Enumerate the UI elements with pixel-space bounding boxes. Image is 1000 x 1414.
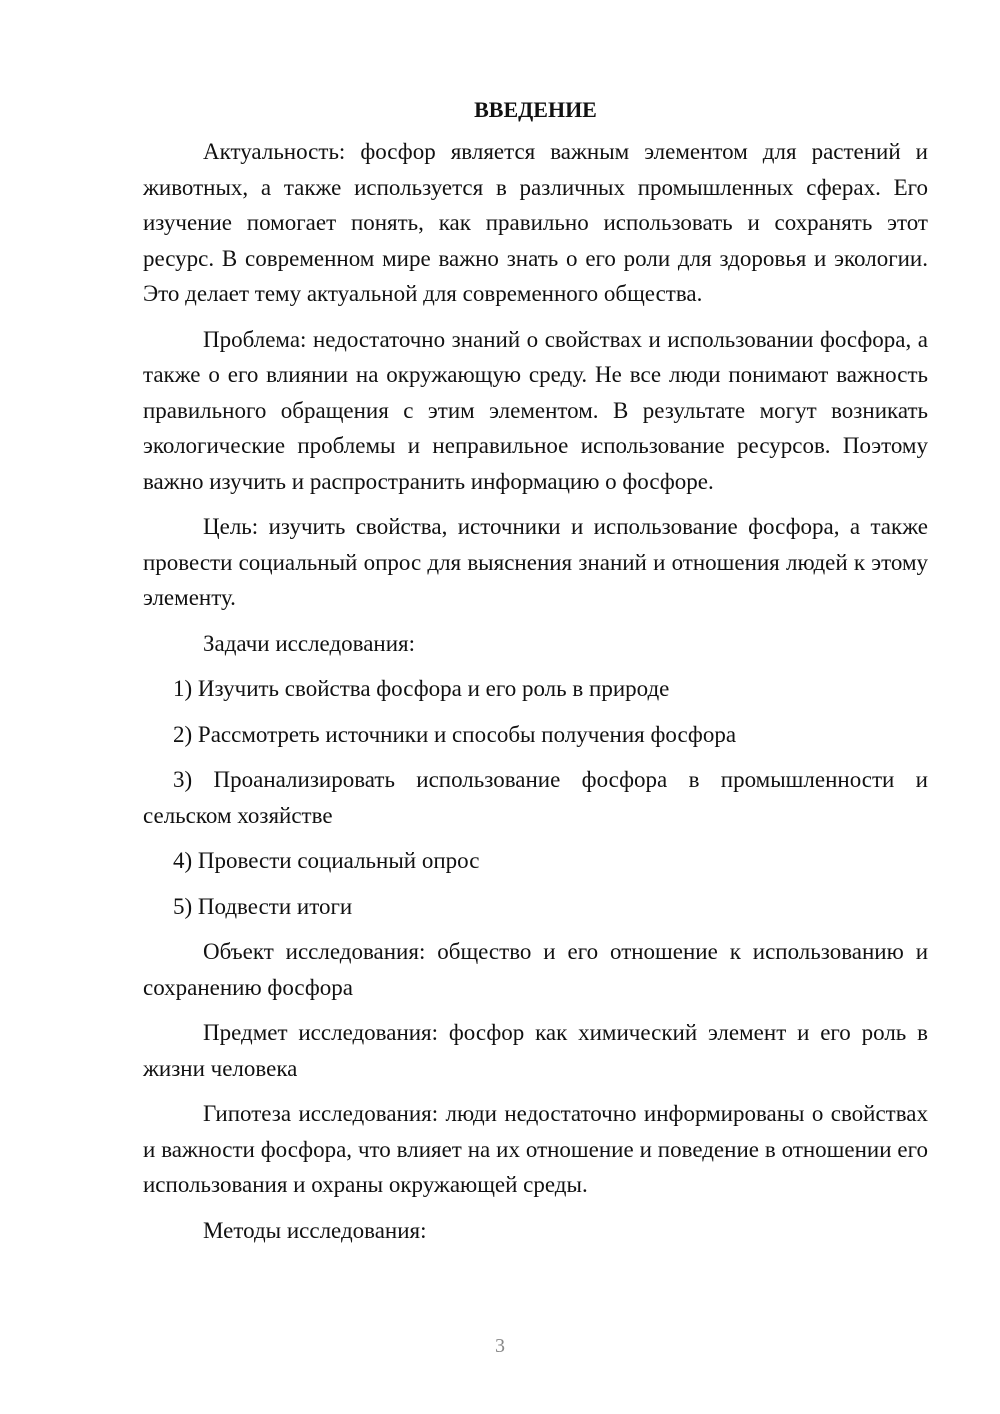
task-item-1: 1) Изучить свойства фосфора и его роль в природе [173, 676, 670, 701]
task-item-2: 2) Рассмотреть источники и способы получения фосфора [173, 721, 737, 747]
paragraph-relevance: Актуальность: фосфор является важным элементом для растений и животных, а также используется в различных промышленных сферах. Его изучение помогает понять, как правильно использовать и сохранять этот ресурс. В современном мире важно знать о его роли для здоровья и экологии. Это делает тему актуальной для современного общества. [143, 139, 928, 306]
paragraph-methods: Методы исследования: [203, 1217, 427, 1243]
task-item-3: 3) Проанализировать использование фосфора в промышленности и сельском хозяйстве [143, 767, 928, 828]
section-title: ВВЕДЕНИЕ [474, 97, 597, 122]
task-item-4: 4) Провести социальный опрос [173, 848, 480, 873]
paragraph-problem: Проблема: недостаточно знаний о свойствах и использовании фосфора, а также о его влиянии на окружающую среду. Не все люди понимают важность правильного обращения с этим элементом. В результате могут возникать экологические проблемы и неправильное использование ресурсов. Поэтому важно изучить и распространить информацию о фосфоре. [143, 326, 928, 494]
paragraph-hypothesis: Гипотеза исследования: люди недостаточно информированы о свойствах и важности фосфора, что влияет на их отношение и поведение в отношении его использования и охраны окружающей среды. [143, 1101, 928, 1197]
paragraph-goal: Цель: изучить свойства, источники и использование фосфора, а также провести социальный опрос для выяснения знаний и отношения людей к этому элементу. [143, 514, 928, 610]
page-number: 3 [495, 1335, 505, 1357]
page-content [143, 92, 928, 1258]
paragraph-object: Объект исследования: общество и его отношение к использованию и сохранению фосфора [143, 939, 928, 1000]
paragraph-tasks-heading: Задачи исследования: [203, 630, 416, 656]
task-item-5: 5) Подвести итоги [173, 893, 353, 919]
paragraph-subject: Предмет исследования: фосфор как химический элемент и его роль в жизни человека [143, 1020, 928, 1081]
